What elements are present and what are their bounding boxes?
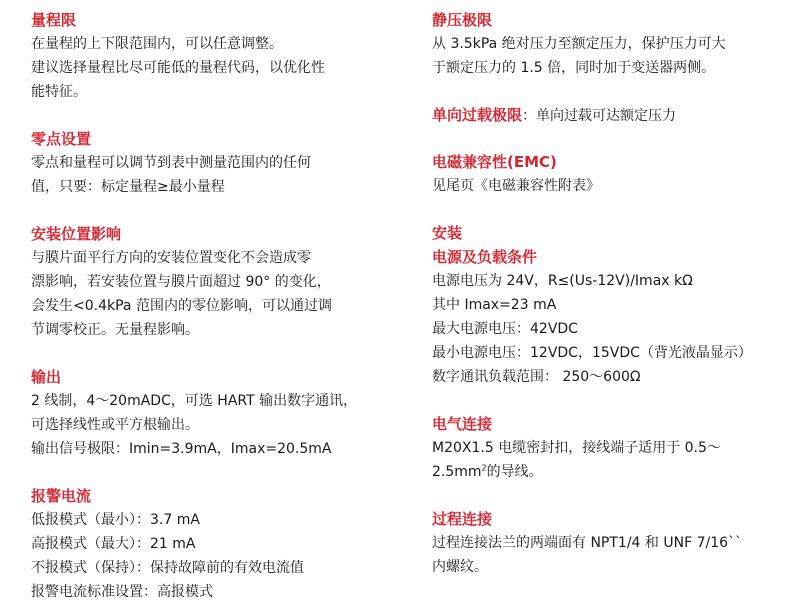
text-line: 能特征。 — [31, 84, 87, 100]
section-title: 安装位置影响 — [31, 225, 122, 243]
section-emc — [432, 150, 792, 198]
text-line: 漂影响，若安装位置与膜片面超过 90° 的变化， — [31, 274, 331, 290]
section-title: 单向过载极限 — [432, 106, 523, 124]
text-line: 会发生<0.4kPa 范围内的零位影响，可以通过调 — [31, 298, 332, 314]
text-line: 可选择线性或平方根输出。 — [31, 417, 199, 433]
text-line — [432, 460, 792, 484]
section-title: 输出 — [31, 368, 62, 386]
text-line: 内螺纹。 — [432, 559, 488, 575]
section-process-connection — [432, 507, 792, 579]
text-line: 节调零校正。无量程影响。 — [31, 322, 199, 338]
section-alarm-current — [31, 484, 391, 604]
text-line: 最小电源电压：12VDC，15VDC（背光液晶显示） — [432, 345, 752, 361]
text-line: M20X1.5 电缆密封扣，接线端子适用于 0.5～ — [432, 440, 721, 456]
text-line: 报警电流标准设置：高报模式 — [31, 584, 213, 600]
section-range-limit — [31, 8, 391, 104]
text-line: 建议选择量程比尽可能低的量程代码，以优化性 — [31, 60, 325, 76]
text-line: 电源电压为 24V，R≤(Us-12V)/Imax kΩ — [432, 273, 693, 289]
section-title: 静压极限 — [432, 11, 493, 29]
left-column — [31, 8, 391, 604]
text-line: 数字通讯负载范围： 250～600Ω — [432, 369, 641, 385]
section-title: 量程限 — [31, 11, 77, 29]
text-line: 高报模式（最大）：21 mA — [31, 536, 196, 552]
section-title: 电源及负载条件 — [432, 248, 538, 266]
text-line: 从 3.5kPa 绝对压力至额定压力，保护压力可大 — [432, 36, 726, 52]
section-output — [31, 365, 391, 461]
section-zero-setting — [31, 127, 391, 199]
text-line: 与膜片面平行方向的安装位置变化不会造成零 — [31, 250, 311, 266]
section-title: 电气连接 — [432, 415, 493, 433]
text-line: 过程连接法兰的两端面有 NPT1/4 和 UNF 7/16`` — [432, 535, 743, 551]
section-installation — [432, 221, 792, 245]
section-title: 报警电流 — [31, 487, 92, 505]
text-line: 其中 Imax=23 mA — [432, 297, 557, 313]
superscript: 2 — [481, 463, 487, 473]
text-inline: ：单向过载可达额定压力 — [522, 108, 677, 124]
text-fragment: 的导线。 — [486, 464, 543, 480]
section-title: 过程连接 — [432, 510, 493, 528]
section-overload-limit — [432, 103, 792, 127]
text-fragment: 2.5mm — [432, 464, 482, 480]
text-line: 见尾页《电磁兼容性附表》 — [432, 178, 600, 194]
text-line: 最大电源电压：42VDC — [432, 321, 578, 337]
text-line: 值，只要：标定量程≥最小量程 — [31, 179, 225, 195]
section-title: 安装 — [432, 224, 463, 242]
text-line: 于额定压力的 1.5 倍，同时加于变送器两侧。 — [432, 60, 716, 76]
text-line: 输出信号极限：Imin=3.9mA，Imax=20.5mA — [31, 441, 332, 457]
section-static-pressure-limit — [432, 8, 792, 80]
text-line: 零点和量程可以调节到表中测量范围内的任何 — [31, 155, 311, 171]
right-column — [432, 8, 792, 579]
section-electrical-connection — [432, 412, 792, 484]
section-title: 电磁兼容性(EMC) — [432, 153, 557, 171]
text-line: 低报模式（最小）：3.7 mA — [31, 512, 200, 528]
text-line: 2 线制，4～20mADC，可选 HART 输出数字通讯， — [31, 393, 358, 409]
section-title: 零点设置 — [31, 130, 92, 148]
text-line: 在量程的上下限范围内，可以任意调整。 — [31, 36, 283, 52]
section-power-load — [432, 245, 792, 389]
section-mounting-effect — [31, 222, 391, 342]
text-line: 不报模式（保持）：保持故障前的有效电流值 — [31, 560, 304, 576]
